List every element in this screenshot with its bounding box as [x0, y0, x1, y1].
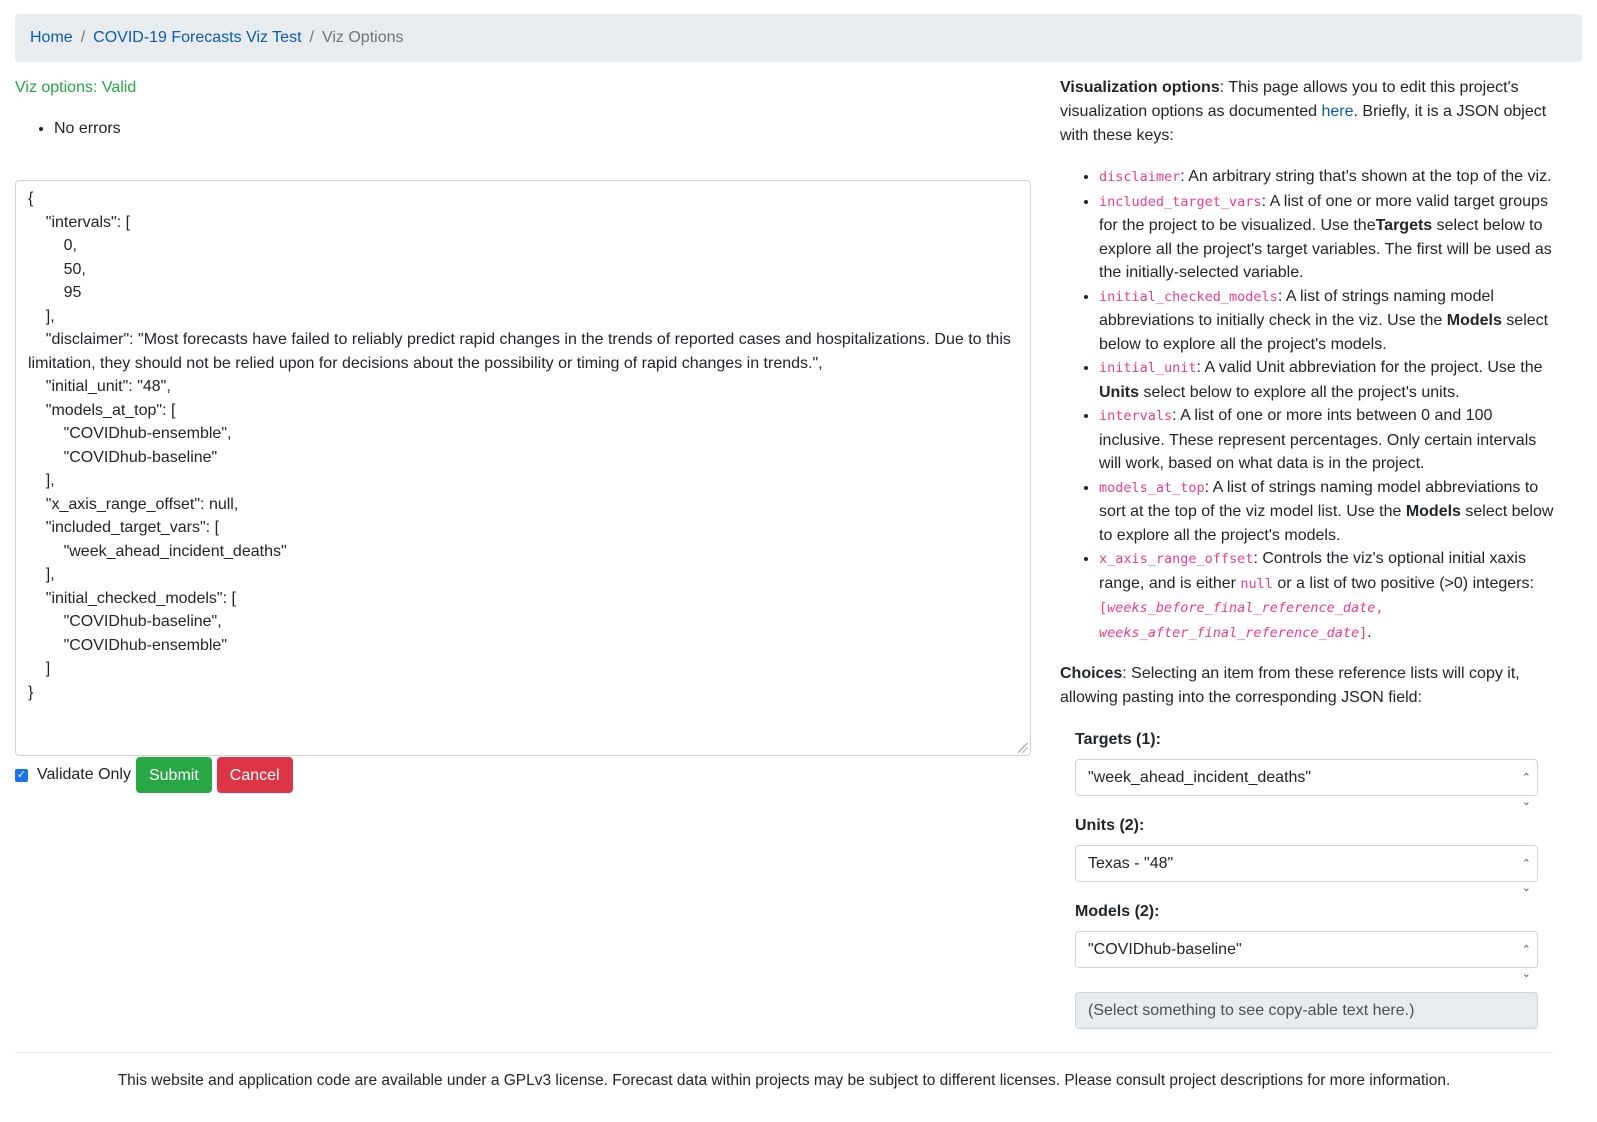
key-name: initial_checked_models: [1099, 288, 1278, 305]
key-description: : A list of one or more valid target groups for the project to be visualized. Use the: [1099, 192, 1548, 234]
key-description-bold: Models: [1405, 503, 1461, 520]
key-description: or a list of two positive (>0) integers:: [1272, 574, 1534, 592]
checkmark-icon: ✓: [16, 768, 27, 781]
models-select[interactable]: [1075, 931, 1538, 980]
footer-license-text: This website and application code are available under a GPLv3 license. Forecast data within projects may be subject to different licenses. Please consult project descriptions for more information.: [117, 1072, 1451, 1089]
json-text[interactable]: { "intervals": [ 0, 50, 95 ], "disclaimer": "Most forecasts have failed to reliably predict rapid changes in the trends of reported cases and hospitalizations. Due to this limitation, they should not be relied upon for decisions about the possibility or timing of rapid changes in trends.", "initial_unit": "48", "models_at_top": [ "COVIDhub-ensemble", "COVIDhub-baseline" ], "x_axis_range_offset": null, "included_target_vars": [ "week_ahead_incident_deaths" ], "initial_checked_models": [ "COVIDhub-baseline", "COVIDhub-ensemble" ] }: [28, 190, 1011, 701]
key-description: select below to explore all the project's models.: [1099, 312, 1549, 353]
chevron-updown-icon: ⌃ ⌄: [1521, 944, 1531, 980]
key-description: : Controls the viz's optional initial xaxis range, and is either: [1099, 550, 1526, 592]
range-arg-after: weeks_after_final_reference_date: [1099, 624, 1360, 641]
footer-divider: [15, 1052, 1553, 1053]
units-selected-value: Texas - "48": [1088, 855, 1174, 872]
targets-selected-value: "week_ahead_incident_deaths": [1088, 769, 1312, 786]
key-description-bold: Units: [1099, 383, 1139, 401]
breadcrumb-current: Viz Options: [321, 29, 404, 46]
validation-status-panel: [15, 76, 1031, 141]
bracket-open: [: [1099, 600, 1108, 616]
units-label: Units (2):: [1075, 817, 1145, 834]
range-arg-comma: ,: [1375, 600, 1384, 616]
copy-text-field[interactable]: (Select something to see copy-able text here.): [1075, 992, 1538, 1029]
key-description: : A list of strings naming model abbreviations to initially check in the viz. Use the: [1099, 287, 1494, 329]
key-name: x_axis_range_offset: [1099, 551, 1254, 567]
key-description: select below to explore all the project's target variables. The first will be used as the initially-selected variable.: [1099, 217, 1552, 281]
choices-intro: [1060, 662, 1557, 710]
range-arg-before: weeks_before_final_reference_date: [1107, 600, 1376, 616]
help-intro: [1060, 76, 1557, 148]
help-title: Visualization options: [1060, 79, 1220, 96]
units-select[interactable]: [1075, 845, 1538, 894]
key-name: included_target_vars: [1099, 193, 1262, 210]
key-description: : A valid Unit abbreviation for the project. Use the: [1196, 359, 1543, 376]
key-item-initial-unit: [1099, 356, 1557, 404]
key-description: : A list of one or more ints between 0 and 100 inclusive. These represent percentages. Only certain intervals will work, based on what data is in the project.: [1099, 407, 1537, 472]
key-description: : A list of strings naming model abbreviations to sort at the top of the viz model list. Use the: [1099, 478, 1539, 520]
key-description-bold: Targets: [1375, 217, 1433, 234]
key-description: select below to explore all the project's models.: [1099, 503, 1554, 544]
help-intro-text-2: . Briefly, it is a JSON object with these keys:: [1060, 103, 1547, 144]
help-panel: [1060, 76, 1557, 1029]
key-item-models-at-top: [1099, 476, 1557, 548]
choices-panel: [1075, 728, 1557, 1029]
error-list-item: • No errors: [54, 117, 1031, 141]
targets-label: Targets (1):: [1075, 731, 1161, 748]
choices-text: : Selecting an item from these reference lists will copy it, allowing pasting into the corresponding JSON field:: [1060, 665, 1520, 706]
key-item-x-axis-range-offset: [1099, 547, 1557, 645]
breadcrumb: [15, 14, 1582, 62]
key-item-included-target-vars: [1099, 190, 1557, 285]
key-item-initial-checked-models: [1099, 285, 1557, 357]
cancel-button[interactable]: Cancel: [217, 757, 293, 793]
chevron-updown-icon: ⌃ ⌄: [1521, 858, 1531, 894]
range-offset-format: [1099, 600, 1384, 641]
bracket-close: ]: [1359, 624, 1368, 641]
key-name: intervals: [1099, 408, 1173, 424]
error-list: [15, 117, 1031, 141]
submit-button[interactable]: Submit: [136, 757, 212, 793]
validate-only-checkbox[interactable]: [15, 769, 28, 782]
breadcrumb-home-link[interactable]: Home: [30, 29, 73, 46]
targets-select[interactable]: [1075, 759, 1538, 808]
key-name: models_at_top: [1099, 479, 1205, 496]
key-item-intervals: [1099, 404, 1557, 476]
models-selected-value: "COVIDhub-baseline": [1088, 941, 1242, 958]
resize-grip-icon[interactable]: [1018, 743, 1028, 753]
choices-title: Choices: [1060, 665, 1123, 682]
keys-list: [1060, 165, 1557, 645]
key-name: disclaimer: [1099, 169, 1181, 185]
key-name: initial_unit: [1099, 360, 1197, 376]
breadcrumb-project-link[interactable]: COVID-19 Forecasts Viz Test: [93, 29, 302, 46]
key-description: select below to explore all the project's units.: [1139, 383, 1460, 401]
null-code: null: [1240, 575, 1273, 592]
viz-options-json-textarea[interactable]: [15, 180, 1031, 756]
validate-only-label[interactable]: Validate Only: [37, 766, 131, 783]
key-item-disclaimer: [1099, 165, 1557, 190]
breadcrumb-separator: /: [80, 29, 86, 46]
form-controls: [15, 757, 298, 793]
viz-options-status: Viz options: Valid: [15, 79, 137, 96]
chevron-updown-icon: ⌃ ⌄: [1521, 772, 1531, 808]
help-intro-text: : This page allows you to edit this project's visualization options as documented: [1060, 79, 1519, 120]
breadcrumb-separator: /: [309, 29, 314, 46]
key-description: : An arbitrary string that's shown at the top of the viz.: [1180, 168, 1552, 185]
key-description-bold: Models: [1446, 312, 1502, 329]
docs-here-link[interactable]: here: [1321, 103, 1354, 120]
key-description-end: .: [1367, 623, 1372, 641]
models-label: Models (2):: [1075, 903, 1160, 920]
